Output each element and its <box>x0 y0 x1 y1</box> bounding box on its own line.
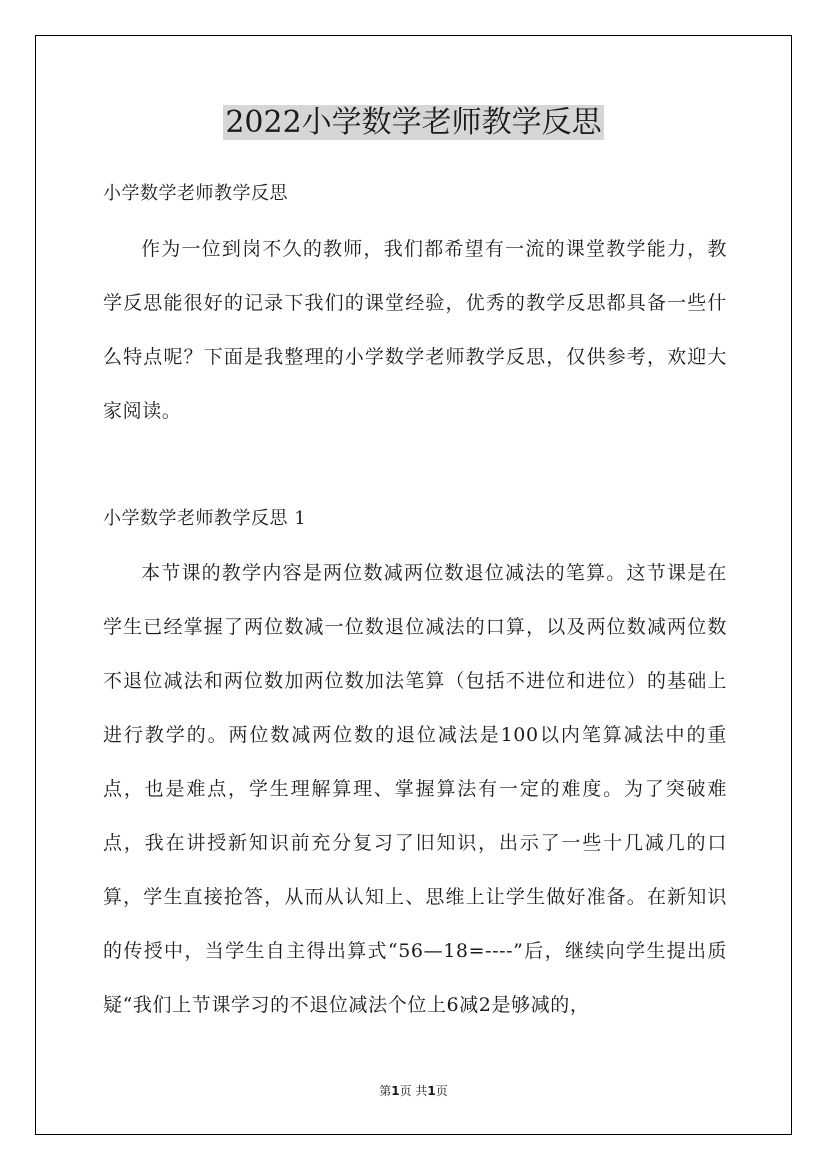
document-title-text: 2022小学数学老师教学反思 <box>225 105 602 140</box>
intro-heading: 小学数学老师教学反思 <box>103 183 288 204</box>
section-1-paragraph: 本节课的教学内容是两位数减两位数退位减法的笔算。这节课是在学生已经掌握了两位数减一位数退位减法的口算，以及两位数减两位数不退位减法和两位数加两位数加法笔算（包括不进位和进位）的基础上进行教学的。两位数减两位数的退位减法是100以内笔算减法中的重点，也是难点，学生理解算理、掌握算法有一定的难度。为了突破难点，我在讲授新知识前充分复习了旧知识，出示了一些十几减几的口算，学生直接抢答，从而从认知上、思维上让学生做好准备。在新知识的传授中，当学生自主得出算式“56—18=----”后，继续向学生提出质疑“我们上节课学习的不退位减法个位上6减2是够减的， <box>103 562 727 1016</box>
intro-paragraph: 作为一位到岗不久的教师，我们都希望有一流的课堂教学能力，教学反思能很好的记录下我们的课堂经验，优秀的教学反思都具备一些什么特点呢？下面是我整理的小学数学老师教学反思，仅供参考，欢迎大家阅读。 <box>103 238 727 422</box>
footer-page-current: 1 <box>391 1084 400 1098</box>
section-1-heading: 小学数学老师教学反思 1 <box>103 508 307 529</box>
document-title <box>0 102 827 144</box>
page-footer <box>0 1081 827 1101</box>
footer-page-total: 1 <box>427 1084 436 1098</box>
footer-mid: 页 共 <box>399 1084 428 1098</box>
footer-prefix: 第 <box>379 1084 392 1098</box>
footer-suffix: 页 <box>435 1084 448 1098</box>
